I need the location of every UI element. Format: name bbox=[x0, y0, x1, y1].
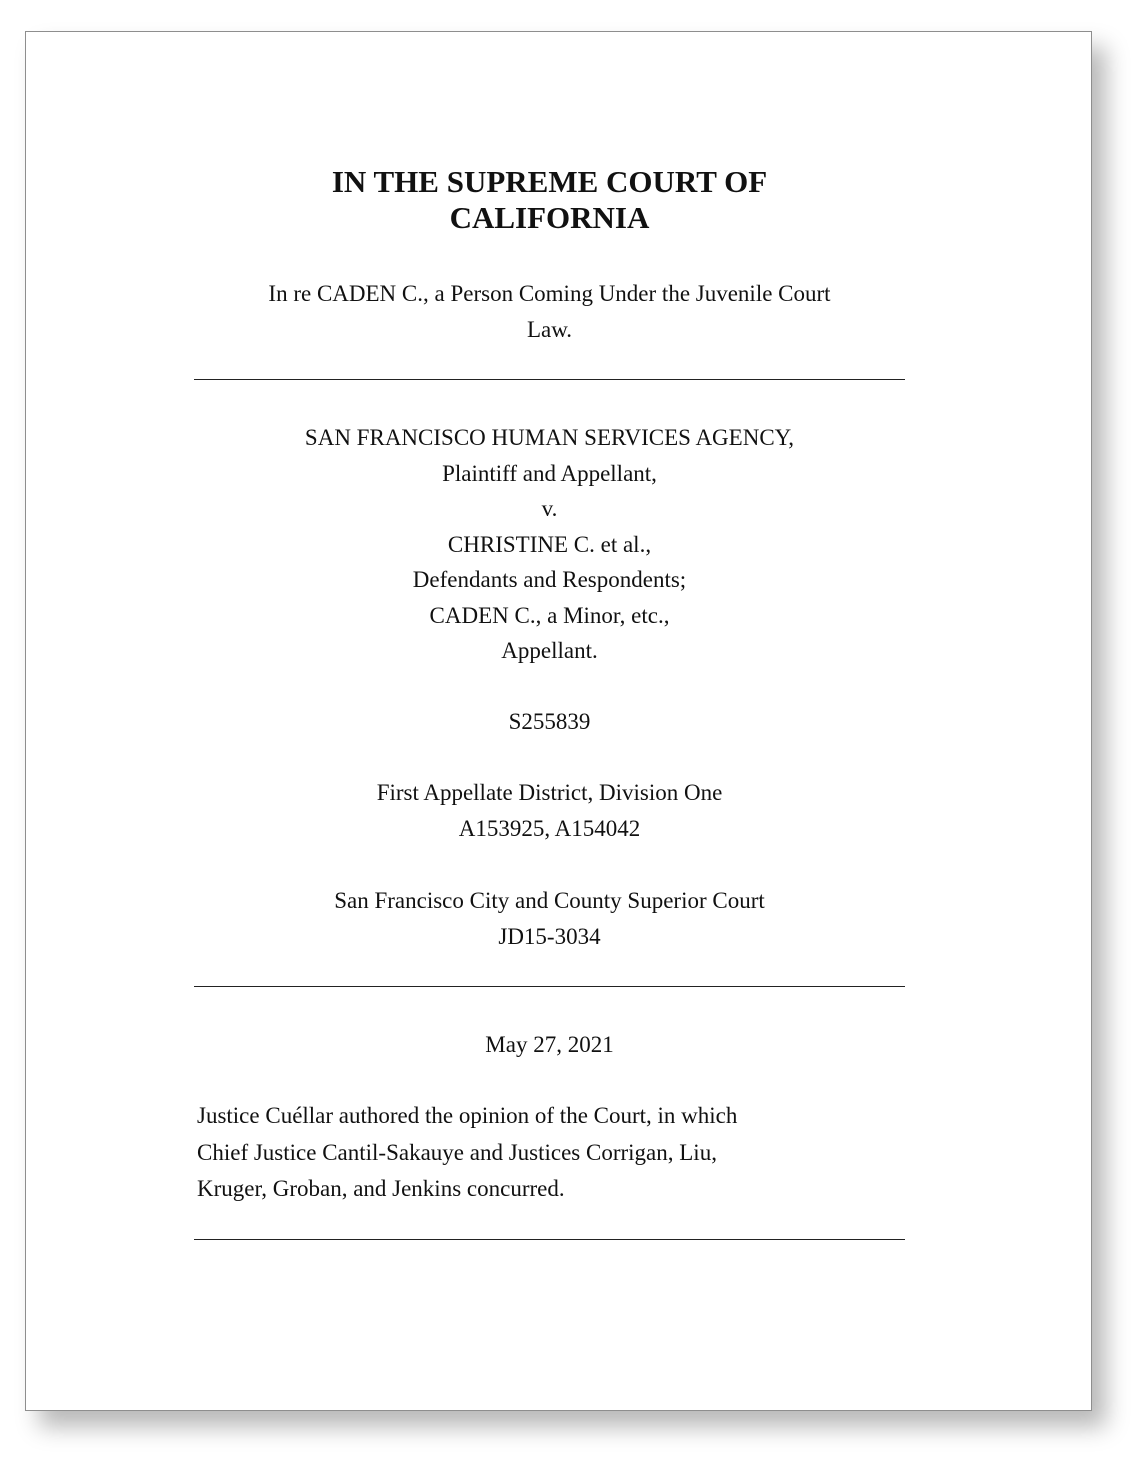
appellate-block bbox=[194, 775, 905, 846]
in-re-line-2: Law. bbox=[526, 316, 573, 342]
opinion-attribution bbox=[197, 1098, 897, 1208]
opinion-line-1: Justice Cuéllar authored the opinion of the Court, in which bbox=[197, 1103, 738, 1128]
decision-date: May 27, 2021 bbox=[485, 1032, 614, 1057]
superior-court-block bbox=[194, 883, 905, 954]
plaintiff-role: Plaintiff and Appellant, bbox=[442, 460, 657, 486]
defendant-name: CHRISTINE C. et al., bbox=[447, 531, 652, 557]
in-re-line-1: In re CADEN C., a Person Coming Under the Juvenile Court bbox=[268, 281, 831, 306]
divider-top bbox=[194, 379, 905, 380]
court-title-line-2: CALIFORNIA bbox=[449, 200, 650, 235]
versus: v. bbox=[541, 496, 558, 521]
appellate-district: First Appellate District, Division One bbox=[376, 780, 723, 805]
divider-bottom bbox=[194, 1239, 905, 1240]
defendant-role: Defendants and Respondents; bbox=[412, 567, 687, 592]
in-re-caption bbox=[194, 276, 905, 347]
court-title-line-1: IN THE SUPREME COURT OF bbox=[331, 164, 768, 199]
parties-block bbox=[194, 420, 905, 669]
divider-middle bbox=[194, 986, 905, 987]
court-title bbox=[194, 164, 905, 236]
case-number: S255839 bbox=[508, 709, 591, 734]
appellate-numbers: A153925, A154042 bbox=[458, 815, 641, 841]
opinion-line-3: Kruger, Groban, and Jenkins concurred. bbox=[197, 1176, 565, 1201]
minor-name: CADEN C., a Minor, etc., bbox=[429, 602, 670, 628]
minor-role: Appellant. bbox=[501, 638, 598, 663]
plaintiff-name: SAN FRANCISCO HUMAN SERVICES AGENCY, bbox=[304, 425, 795, 450]
superior-court-name: San Francisco City and County Superior Court bbox=[334, 888, 765, 913]
superior-court-number: JD15-3034 bbox=[498, 923, 601, 949]
opinion-line-2: Chief Justice Cantil-Sakauye and Justices Corrigan, Liu, bbox=[197, 1139, 717, 1165]
